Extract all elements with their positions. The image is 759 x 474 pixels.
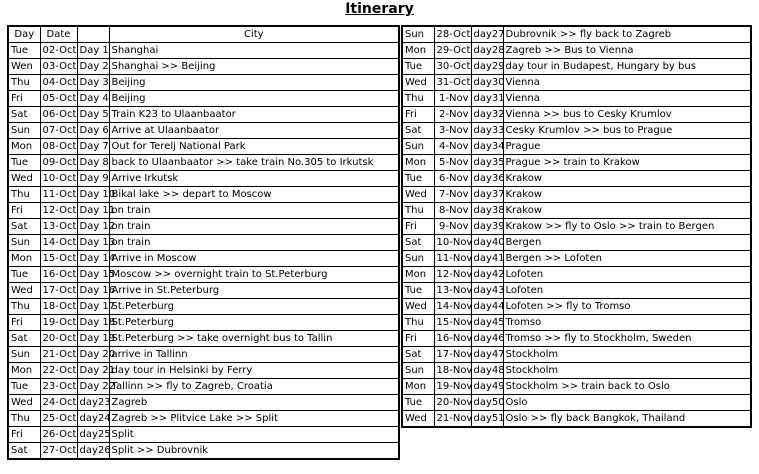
date-cell: 1-Nov xyxy=(434,91,471,107)
table-row xyxy=(402,219,751,235)
date-cell: 15-Nov xyxy=(434,315,471,331)
weekday-cell: Tue xyxy=(8,155,40,171)
date-cell: 12-Oct xyxy=(40,203,77,219)
city-cell: Krakow xyxy=(503,203,751,219)
date-cell: 12-Nov xyxy=(434,267,471,283)
table-row xyxy=(8,59,399,75)
weekday-cell: Thu xyxy=(402,91,434,107)
day-number-cell: Day 11 xyxy=(77,203,109,219)
city-cell: Train K23 to Ulaanbaator xyxy=(109,107,399,123)
header-date: Date xyxy=(40,26,77,43)
table-row xyxy=(402,267,751,283)
table-row xyxy=(402,26,751,43)
header-day: Day xyxy=(8,26,40,43)
weekday-cell: Wed xyxy=(8,171,40,187)
weekday-cell: Tue xyxy=(8,267,40,283)
table-row xyxy=(8,411,399,427)
weekday-cell: Sat xyxy=(8,219,40,235)
weekday-cell: Sun xyxy=(8,347,40,363)
weekday-cell: Tue xyxy=(8,379,40,395)
city-cell: Shanghai >> Beijing xyxy=(109,59,399,75)
day-number-cell: day37 xyxy=(471,187,503,203)
city-cell: Bergen >> Lofoten xyxy=(503,251,751,267)
table-row xyxy=(8,203,399,219)
date-cell: 29-Oct xyxy=(434,43,471,59)
day-number-cell: Day 1 xyxy=(77,43,109,59)
weekday-cell: Wen xyxy=(8,59,40,75)
day-number-cell: Day 2 xyxy=(77,59,109,75)
date-cell: 09-Oct xyxy=(40,155,77,171)
table-row xyxy=(402,155,751,171)
weekday-cell: Thu xyxy=(8,411,40,427)
city-cell: Tromso xyxy=(503,315,751,331)
weekday-cell: Thu xyxy=(8,187,40,203)
weekday-cell: Mon xyxy=(402,155,434,171)
weekday-cell: Wed xyxy=(402,299,434,315)
day-number-cell: Day 15 xyxy=(77,267,109,283)
table-row xyxy=(402,379,751,395)
date-cell: 27-Oct xyxy=(40,443,77,460)
table-row xyxy=(8,91,399,107)
city-cell: arrive in Tallinn xyxy=(109,347,399,363)
weekday-cell: Tue xyxy=(402,59,434,75)
day-number-cell: day27 xyxy=(471,26,503,43)
date-cell: 26-Oct xyxy=(40,427,77,443)
day-number-cell: day30 xyxy=(471,75,503,91)
table-row xyxy=(8,139,399,155)
weekday-cell: Fri xyxy=(402,107,434,123)
date-cell: 10-Oct xyxy=(40,171,77,187)
date-cell: 16-Oct xyxy=(40,267,77,283)
weekday-cell: Tue xyxy=(402,283,434,299)
date-cell: 04-Oct xyxy=(40,75,77,91)
city-cell: Prague >> train to Krakow xyxy=(503,155,751,171)
day-number-cell: day44 xyxy=(471,299,503,315)
city-cell: Arrive in St.Peterburg xyxy=(109,283,399,299)
city-cell: Zagreb >> Plitvice Lake >> Split xyxy=(109,411,399,427)
city-cell: Beijing xyxy=(109,91,399,107)
day-number-cell: day50 xyxy=(471,395,503,411)
weekday-cell: Mon xyxy=(402,379,434,395)
city-cell: Oslo xyxy=(503,395,751,411)
day-number-cell: day48 xyxy=(471,363,503,379)
itinerary-table-right xyxy=(401,25,752,428)
city-cell: Arrive at Ulaanbaator xyxy=(109,123,399,139)
table-row xyxy=(8,395,399,411)
date-cell: 13-Oct xyxy=(40,219,77,235)
date-cell: 2-Nov xyxy=(434,107,471,123)
weekday-cell: Sat xyxy=(8,443,40,460)
day-number-cell: day25 xyxy=(77,427,109,443)
city-cell: Prague xyxy=(503,139,751,155)
weekday-cell: Wed xyxy=(402,411,434,428)
table-row xyxy=(402,107,751,123)
table-row xyxy=(402,91,751,107)
day-number-cell: day38 xyxy=(471,203,503,219)
day-number-cell: day40 xyxy=(471,235,503,251)
table-row xyxy=(402,43,751,59)
city-cell: Split >> Dubrovnik xyxy=(109,443,399,460)
day-number-cell: day43 xyxy=(471,283,503,299)
date-cell: 4-Nov xyxy=(434,139,471,155)
weekday-cell: Fri xyxy=(8,315,40,331)
table-row xyxy=(402,187,751,203)
weekday-cell: Tue xyxy=(8,43,40,59)
day-number-cell: Day 21 xyxy=(77,363,109,379)
day-number-cell: day31 xyxy=(471,91,503,107)
city-cell: Oslo >> fly back Bangkok, Thailand xyxy=(503,411,751,428)
city-cell: Beijing xyxy=(109,75,399,91)
day-number-cell: Day 14 xyxy=(77,251,109,267)
table-row xyxy=(402,251,751,267)
date-cell: 03-Oct xyxy=(40,59,77,75)
date-cell: 8-Nov xyxy=(434,203,471,219)
table-row xyxy=(8,315,399,331)
city-cell: Cesky Krumlov >> bus to Prague xyxy=(503,123,751,139)
city-cell: on train xyxy=(109,203,399,219)
city-cell: Vienna xyxy=(503,75,751,91)
weekday-cell: Tue xyxy=(402,171,434,187)
day-number-cell: day28 xyxy=(471,43,503,59)
weekday-cell: Wed xyxy=(402,75,434,91)
date-cell: 15-Oct xyxy=(40,251,77,267)
day-number-cell: day51 xyxy=(471,411,503,428)
date-cell: 23-Oct xyxy=(40,379,77,395)
city-cell: Stockholm >> train back to Oslo xyxy=(503,379,751,395)
weekday-cell: Sun xyxy=(402,26,434,43)
day-number-cell: day47 xyxy=(471,347,503,363)
date-cell: 20-Nov xyxy=(434,395,471,411)
city-cell: St.Peterburg xyxy=(109,299,399,315)
city-cell: Moscow >> overnight train to St.Peterburg xyxy=(109,267,399,283)
table-row xyxy=(8,283,399,299)
weekday-cell: Thu xyxy=(8,75,40,91)
weekday-cell: Sat xyxy=(402,347,434,363)
table-row xyxy=(8,219,399,235)
weekday-cell: Wed xyxy=(8,283,40,299)
header-day-number xyxy=(77,26,109,43)
city-cell: Tallinn >> fly to Zagreb, Croatia xyxy=(109,379,399,395)
table-row xyxy=(402,139,751,155)
table-row xyxy=(8,331,399,347)
table-row xyxy=(402,171,751,187)
date-cell: 13-Nov xyxy=(434,283,471,299)
date-cell: 22-Oct xyxy=(40,363,77,379)
weekday-cell: Thu xyxy=(8,299,40,315)
date-cell: 9-Nov xyxy=(434,219,471,235)
city-cell: Zagreb >> Bus to Vienna xyxy=(503,43,751,59)
weekday-cell: Sun xyxy=(402,363,434,379)
weekday-cell: Mon xyxy=(402,267,434,283)
table-row xyxy=(402,363,751,379)
weekday-cell: Sun xyxy=(8,123,40,139)
day-number-cell: Day 10 xyxy=(77,187,109,203)
date-cell: 3-Nov xyxy=(434,123,471,139)
document-title: Itinerary xyxy=(345,1,414,17)
city-cell: St.Peterburg xyxy=(109,315,399,331)
table-row xyxy=(8,251,399,267)
day-number-cell: Day 9 xyxy=(77,171,109,187)
city-cell: Krakow xyxy=(503,171,751,187)
table-row xyxy=(402,59,751,75)
date-cell: 06-Oct xyxy=(40,107,77,123)
date-cell: 25-Oct xyxy=(40,411,77,427)
date-cell: 20-Oct xyxy=(40,331,77,347)
weekday-cell: Thu xyxy=(402,315,434,331)
date-cell: 02-Oct xyxy=(40,43,77,59)
table-row xyxy=(8,443,399,460)
day-number-cell: day35 xyxy=(471,155,503,171)
date-cell: 5-Nov xyxy=(434,155,471,171)
city-cell: Shanghai xyxy=(109,43,399,59)
date-cell: 31-Oct xyxy=(434,75,471,91)
city-cell: Stockholm xyxy=(503,347,751,363)
date-cell: 16-Nov xyxy=(434,331,471,347)
day-number-cell: Day 8 xyxy=(77,155,109,171)
weekday-cell: Sat xyxy=(402,235,434,251)
day-number-cell: Day 17 xyxy=(77,299,109,315)
city-cell: day tour in Budapest, Hungary by bus xyxy=(503,59,751,75)
day-number-cell: day24 xyxy=(77,411,109,427)
table-row xyxy=(8,123,399,139)
table-row xyxy=(8,427,399,443)
day-number-cell: Day 20 xyxy=(77,347,109,363)
date-cell: 18-Nov xyxy=(434,363,471,379)
day-number-cell: day45 xyxy=(471,315,503,331)
date-cell: 21-Nov xyxy=(434,411,471,428)
table-row xyxy=(8,379,399,395)
weekday-cell: Mon xyxy=(8,363,40,379)
day-number-cell: day26 xyxy=(77,443,109,460)
date-cell: 30-Oct xyxy=(434,59,471,75)
city-cell: day tour in Helsinki by Ferry xyxy=(109,363,399,379)
date-cell: 14-Oct xyxy=(40,235,77,251)
day-number-cell: Day 4 xyxy=(77,91,109,107)
day-number-cell: day32 xyxy=(471,107,503,123)
city-cell: back to Ulaanbaator >> take train No.305 to Irkutsk xyxy=(109,155,399,171)
weekday-cell: Sun xyxy=(8,235,40,251)
table-row xyxy=(8,75,399,91)
header-city: City xyxy=(109,26,399,43)
table-row xyxy=(8,235,399,251)
table-row xyxy=(8,299,399,315)
day-number-cell: day41 xyxy=(471,251,503,267)
weekday-cell: Sun xyxy=(402,251,434,267)
table-row xyxy=(402,347,751,363)
city-cell: Out for Terelj National Park xyxy=(109,139,399,155)
day-number-cell: Day 19 xyxy=(77,331,109,347)
table-row xyxy=(402,395,751,411)
city-cell: Krakow >> fly to Oslo >> train to Bergen xyxy=(503,219,751,235)
date-cell: 18-Oct xyxy=(40,299,77,315)
table-row xyxy=(8,267,399,283)
day-number-cell: Day 6 xyxy=(77,123,109,139)
table-row xyxy=(8,155,399,171)
city-cell: Bergen xyxy=(503,235,751,251)
day-number-cell: day29 xyxy=(471,59,503,75)
table-row xyxy=(402,235,751,251)
table-row xyxy=(8,363,399,379)
date-cell: 28-Oct xyxy=(434,26,471,43)
city-cell: Vienna xyxy=(503,91,751,107)
date-cell: 10-Nov xyxy=(434,235,471,251)
weekday-cell: Sat xyxy=(8,107,40,123)
day-number-cell: day23 xyxy=(77,395,109,411)
table-row xyxy=(8,187,399,203)
city-cell: Vienna >> bus to Cesky Krumlov xyxy=(503,107,751,123)
day-number-cell: day42 xyxy=(471,267,503,283)
table-row xyxy=(402,411,751,428)
weekday-cell: Mon xyxy=(402,43,434,59)
day-number-cell: Day 16 xyxy=(77,283,109,299)
weekday-cell: Sat xyxy=(402,123,434,139)
date-cell: 05-Oct xyxy=(40,91,77,107)
date-cell: 17-Nov xyxy=(434,347,471,363)
city-cell: Stockholm xyxy=(503,363,751,379)
table-row xyxy=(402,299,751,315)
date-cell: 11-Oct xyxy=(40,187,77,203)
table-row xyxy=(8,107,399,123)
day-number-cell: Day 3 xyxy=(77,75,109,91)
city-cell: Arrive in Moscow xyxy=(109,251,399,267)
day-number-cell: day49 xyxy=(471,379,503,395)
table-row xyxy=(402,203,751,219)
weekday-cell: Fri xyxy=(402,331,434,347)
itinerary-table-left xyxy=(7,25,400,460)
weekday-cell: Wed xyxy=(8,395,40,411)
date-cell: 14-Nov xyxy=(434,299,471,315)
weekday-cell: Wed xyxy=(402,187,434,203)
day-number-cell: Day 22 xyxy=(77,379,109,395)
weekday-cell: Sun xyxy=(402,139,434,155)
header-row xyxy=(8,26,399,43)
day-number-cell: day39 xyxy=(471,219,503,235)
city-cell: on train xyxy=(109,235,399,251)
date-cell: 08-Oct xyxy=(40,139,77,155)
date-cell: 17-Oct xyxy=(40,283,77,299)
weekday-cell: Thu xyxy=(402,203,434,219)
date-cell: 24-Oct xyxy=(40,395,77,411)
city-cell: Dubrovnik >> fly back to Zagreb xyxy=(503,26,751,43)
city-cell: St.Peterburg >> take overnight bus to Tallin xyxy=(109,331,399,347)
city-cell: on train xyxy=(109,219,399,235)
weekday-cell: Fri xyxy=(8,203,40,219)
city-cell: Split xyxy=(109,427,399,443)
day-number-cell: day46 xyxy=(471,331,503,347)
day-number-cell: day36 xyxy=(471,171,503,187)
city-cell: Lofoten xyxy=(503,283,751,299)
weekday-cell: Fri xyxy=(402,219,434,235)
weekday-cell: Fri xyxy=(8,91,40,107)
weekday-cell: Mon xyxy=(8,251,40,267)
table-row xyxy=(8,43,399,59)
date-cell: 19-Oct xyxy=(40,315,77,331)
day-number-cell: Day 5 xyxy=(77,107,109,123)
city-cell: Lofoten xyxy=(503,267,751,283)
day-number-cell: day34 xyxy=(471,139,503,155)
city-cell: Bikal lake >> depart to Moscow xyxy=(109,187,399,203)
table-row xyxy=(402,123,751,139)
weekday-cell: Mon xyxy=(8,139,40,155)
table-row xyxy=(402,315,751,331)
day-number-cell: Day 7 xyxy=(77,139,109,155)
date-cell: 7-Nov xyxy=(434,187,471,203)
city-cell: Tromso >> fly to Stockholm, Sweden xyxy=(503,331,751,347)
date-cell: 6-Nov xyxy=(434,171,471,187)
city-cell: Arrive Irkutsk xyxy=(109,171,399,187)
city-cell: Lofoten >> fly to Tromso xyxy=(503,299,751,315)
weekday-cell: Tue xyxy=(402,395,434,411)
city-cell: Krakow xyxy=(503,187,751,203)
day-number-cell: Day 18 xyxy=(77,315,109,331)
city-cell: Zagreb xyxy=(109,395,399,411)
date-cell: 21-Oct xyxy=(40,347,77,363)
table-row xyxy=(8,171,399,187)
date-cell: 19-Nov xyxy=(434,379,471,395)
weekday-cell: Sat xyxy=(8,331,40,347)
table-row xyxy=(402,75,751,91)
table-row xyxy=(8,347,399,363)
day-number-cell: Day 13 xyxy=(77,235,109,251)
date-cell: 11-Nov xyxy=(434,251,471,267)
table-row xyxy=(402,283,751,299)
date-cell: 07-Oct xyxy=(40,123,77,139)
day-number-cell: day33 xyxy=(471,123,503,139)
table-row xyxy=(402,331,751,347)
weekday-cell: Fri xyxy=(8,427,40,443)
day-number-cell: Day 12 xyxy=(77,219,109,235)
